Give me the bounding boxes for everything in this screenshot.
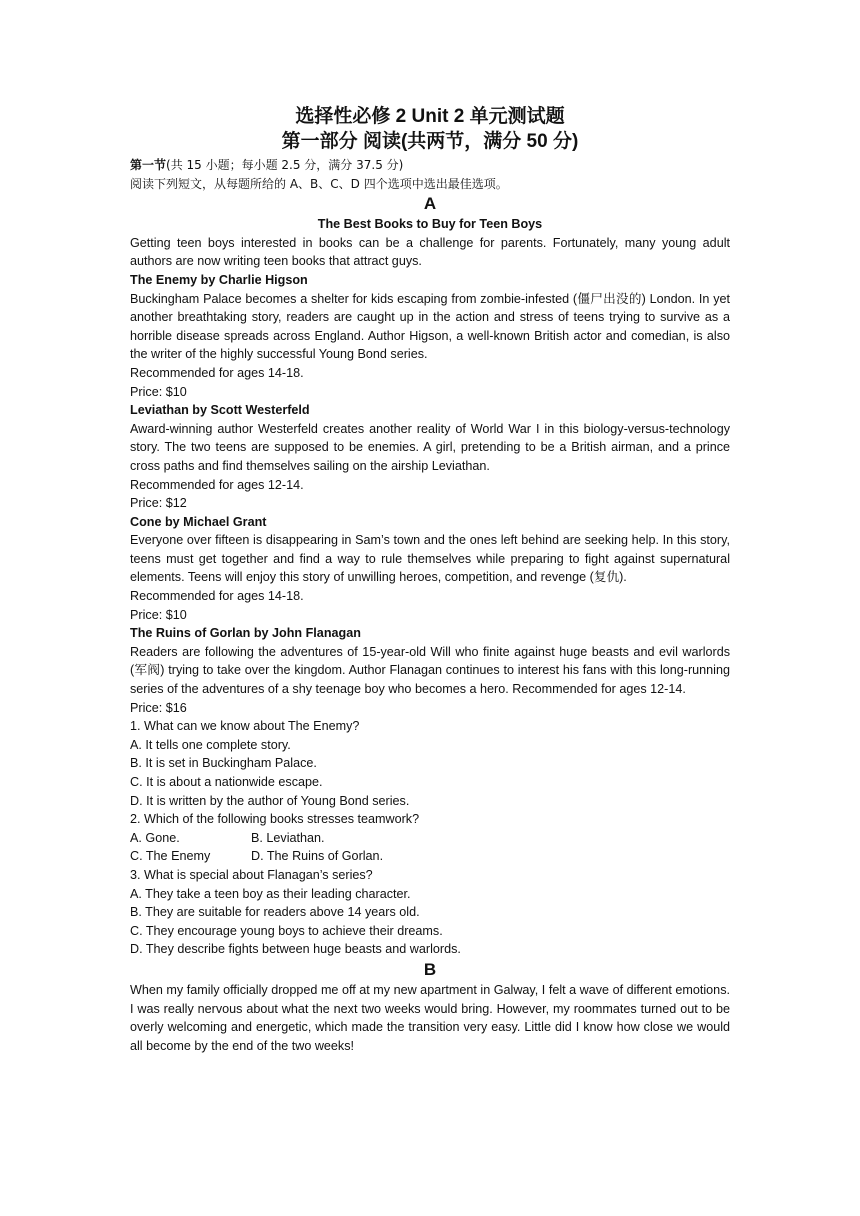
question: 3. What is special about Flanagan’s series?	[130, 867, 373, 882]
book-title: Cone by Michael Grant	[130, 514, 267, 529]
answer-option: A. They take a teen boy as their leading character.	[130, 886, 411, 901]
book-ages: Recommended for ages 12-14.	[130, 477, 304, 492]
answer-option: B. It is set in Buckingham Palace.	[130, 756, 317, 771]
answer-option: B. They are suitable for readers above 14 years old.	[130, 905, 420, 920]
book-price: Price: $10	[130, 607, 187, 622]
answer-option: A. Gone.	[130, 830, 180, 845]
answer-option: D. It is written by the author of Young Bond series.	[130, 793, 410, 808]
question: 1. What can we know about The Enemy?	[130, 719, 360, 734]
answer-option: C. The Enemy	[130, 849, 211, 864]
book-price: Price: $10	[130, 384, 187, 399]
answer-option: D. They describe fights between huge beasts and warlords.	[130, 942, 461, 957]
passage-a-letter: A	[423, 194, 437, 214]
book-description: Buckingham Palace becomes a shelter for kids escaping from zombie-infested (僵尸出没的) London. In yet another breathtaking story, readers are caught up in the action and stress of teens trying to survive as a horrible disease spreads across England. Author Higson, a well-known British actor and comedian, is also the writer of the highly successful Young Bond series.	[130, 291, 730, 362]
section-label: 第一节	[130, 158, 167, 172]
answer-option: B. Leviathan.	[251, 830, 325, 845]
passage-b-letter: B	[423, 959, 437, 979]
book-ages: Recommended for ages 14-18.	[130, 589, 304, 604]
book-description: Award-winning author Westerfeld creates another reality of World War I in this biology-versus-technology story. The two teens are supposed to be enemies. A girl, pretending to be a British airman, and a prince cross paths and find themselves sailing on the airship Leviathan.	[130, 421, 730, 473]
book-title: Leviathan by Scott Westerfeld	[130, 403, 310, 418]
book-description: Readers are following the adventures of 15-year-old Will who finite against huge beasts and evil warlords (军阀) trying to take over the kingdom. Author Flanagan continues to interest his fans with this long-running series of the adventures of a shy teenage boy who becomes a hero. Recommended for ages 12-14.	[130, 644, 730, 697]
answer-option-row	[130, 829, 730, 848]
question: 2. Which of the following books stresses teamwork?	[130, 812, 420, 827]
book-ages: Recommended for ages 14-18.	[130, 365, 304, 380]
book-price: Price: $12	[130, 496, 187, 511]
passage-a-heading: The Best Books to Buy for Teen Boys	[317, 217, 543, 232]
book-price: Price: $16	[130, 700, 187, 715]
document-page	[130, 104, 730, 1055]
section-scoring: (共 15 小题；每小题 2.5 分，满分 37.5 分)	[166, 158, 404, 172]
document-title: 选择性必修 2 Unit 2 单元测试题	[295, 106, 565, 127]
answer-option: C. They encourage young boys to achieve their dreams.	[130, 923, 443, 938]
document-subtitle: 第一部分 阅读(共两节，满分 50 分)	[281, 131, 579, 152]
passage-a-intro: Getting teen boys interested in books can be a challenge for parents. Fortunately, many young adult authors are now writing teen books that attract guys.	[130, 235, 730, 269]
answer-option: C. It is about a nationwide escape.	[130, 775, 323, 789]
book-title: The Enemy by Charlie Higson	[130, 272, 308, 287]
passage-b-text: When my family officially dropped me off at my new apartment in Galway, I felt a wave of different emotions. I was really nervous about what the next two weeks would bring. However, my roommates turned out to be overly welcoming and energetic, which made the transition very easy. Little did I know how close we would all become by the end of the two weeks!	[130, 982, 730, 1053]
answer-option-row	[130, 847, 730, 866]
answer-option: D. The Ruins of Gorlan.	[251, 849, 384, 864]
book-description: Everyone over fifteen is disappearing in Sam’s town and the ones left behind are seeking help. In this story, teens must get together and find a way to rule themselves while preparing to fight against supernatural elements. Teens will enjoy this story of unwilling heroes, competition, and revenge (复仇).	[130, 533, 730, 585]
reading-instruction: 阅读下列短文，从每题所给的 A、B、C、D 四个选项中选出最佳选项。	[130, 176, 508, 191]
answer-option: A. It tells one complete story.	[130, 737, 291, 752]
section-instruction-line	[130, 156, 730, 175]
book-title: The Ruins of Gorlan by John Flanagan	[130, 626, 361, 641]
